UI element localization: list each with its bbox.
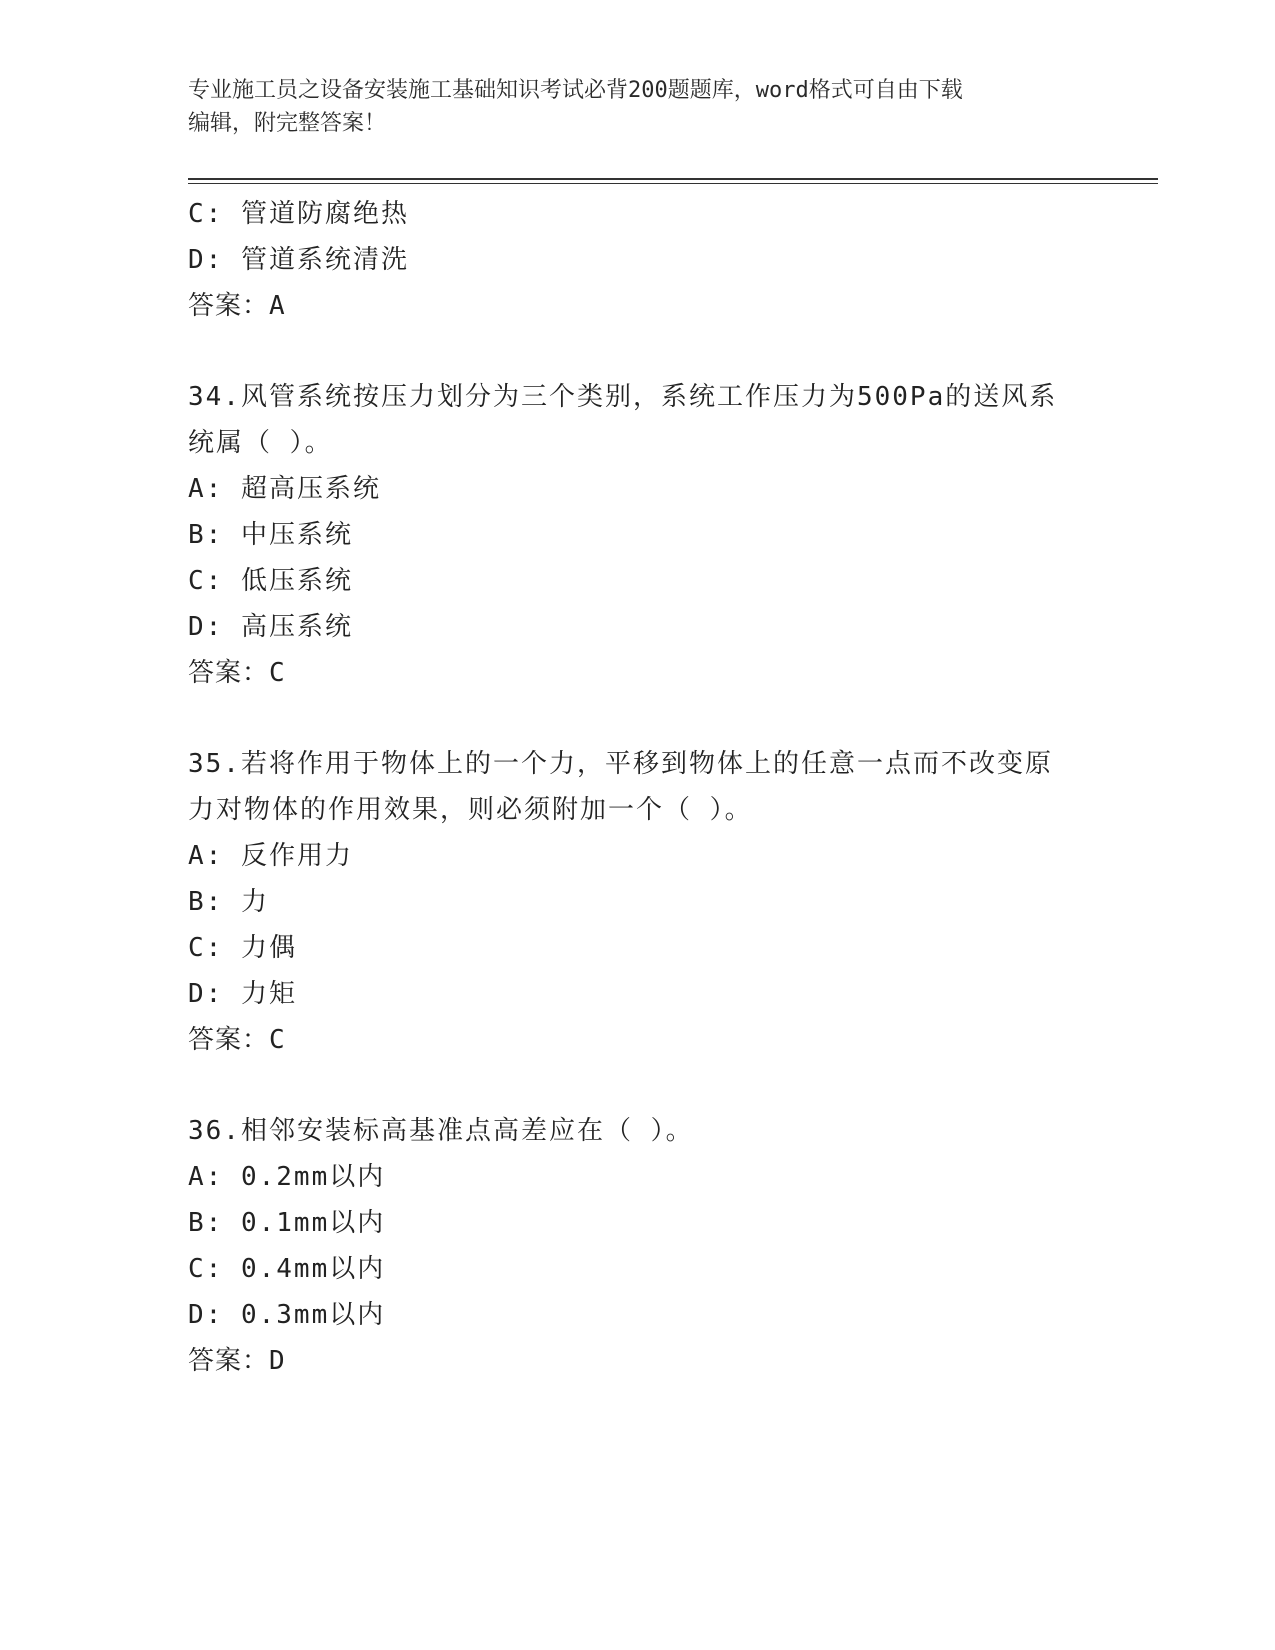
answer-line: 答案：D [188,1346,286,1376]
header-title-line-2: 编辑，附完整答案！ [188,111,387,136]
option-a: A: 反作用力 [188,841,353,871]
question-36 [188,1108,1088,1384]
option-a: A: 超高压系统 [188,474,381,504]
option-c: C: 低压系统 [188,566,353,596]
answer-line: 答案：C [188,658,286,688]
question-title-line-2: 力对物体的作用效果，则必须附加一个（ ）。 [188,795,753,825]
question-title-line-1: 36.相邻安装标高基准点高差应在（ ）。 [188,1116,694,1146]
question-35 [188,741,1088,1063]
question-title-line-1: 34.风管系统按压力划分为三个类别，系统工作压力为500Pa的送风系 [188,382,1058,412]
question-33-tail [188,191,1088,329]
option-b: B: 力 [188,887,269,917]
option-b: B: 中压系统 [188,520,353,550]
question-title-line-2: 统属（ ）。 [188,428,333,458]
header-title-line-1: 专业施工员之设备安装施工基础知识考试必背200题题库，word格式可自由下载 [188,78,963,103]
question-34 [188,374,1088,696]
answer-line: 答案：C [188,1025,286,1055]
option-d: D: 管道系统清洗 [188,245,409,275]
question-title-line-1: 35.若将作用于物体上的一个力，平移到物体上的任意一点而不改变原 [188,749,1053,779]
option-d: D: 高压系统 [188,612,353,642]
option-a: A: 0.2mm以内 [188,1162,386,1192]
page-header [188,74,1088,140]
header-divider [188,178,1158,184]
option-c: C: 管道防腐绝热 [188,199,409,229]
question-content [188,191,1088,1384]
option-d: D: 力矩 [188,979,297,1009]
option-c: C: 力偶 [188,933,297,963]
option-b: B: 0.1mm以内 [188,1208,386,1238]
option-c: C: 0.4mm以内 [188,1254,386,1284]
option-d: D: 0.3mm以内 [188,1300,386,1330]
answer-line: 答案：A [188,291,286,321]
